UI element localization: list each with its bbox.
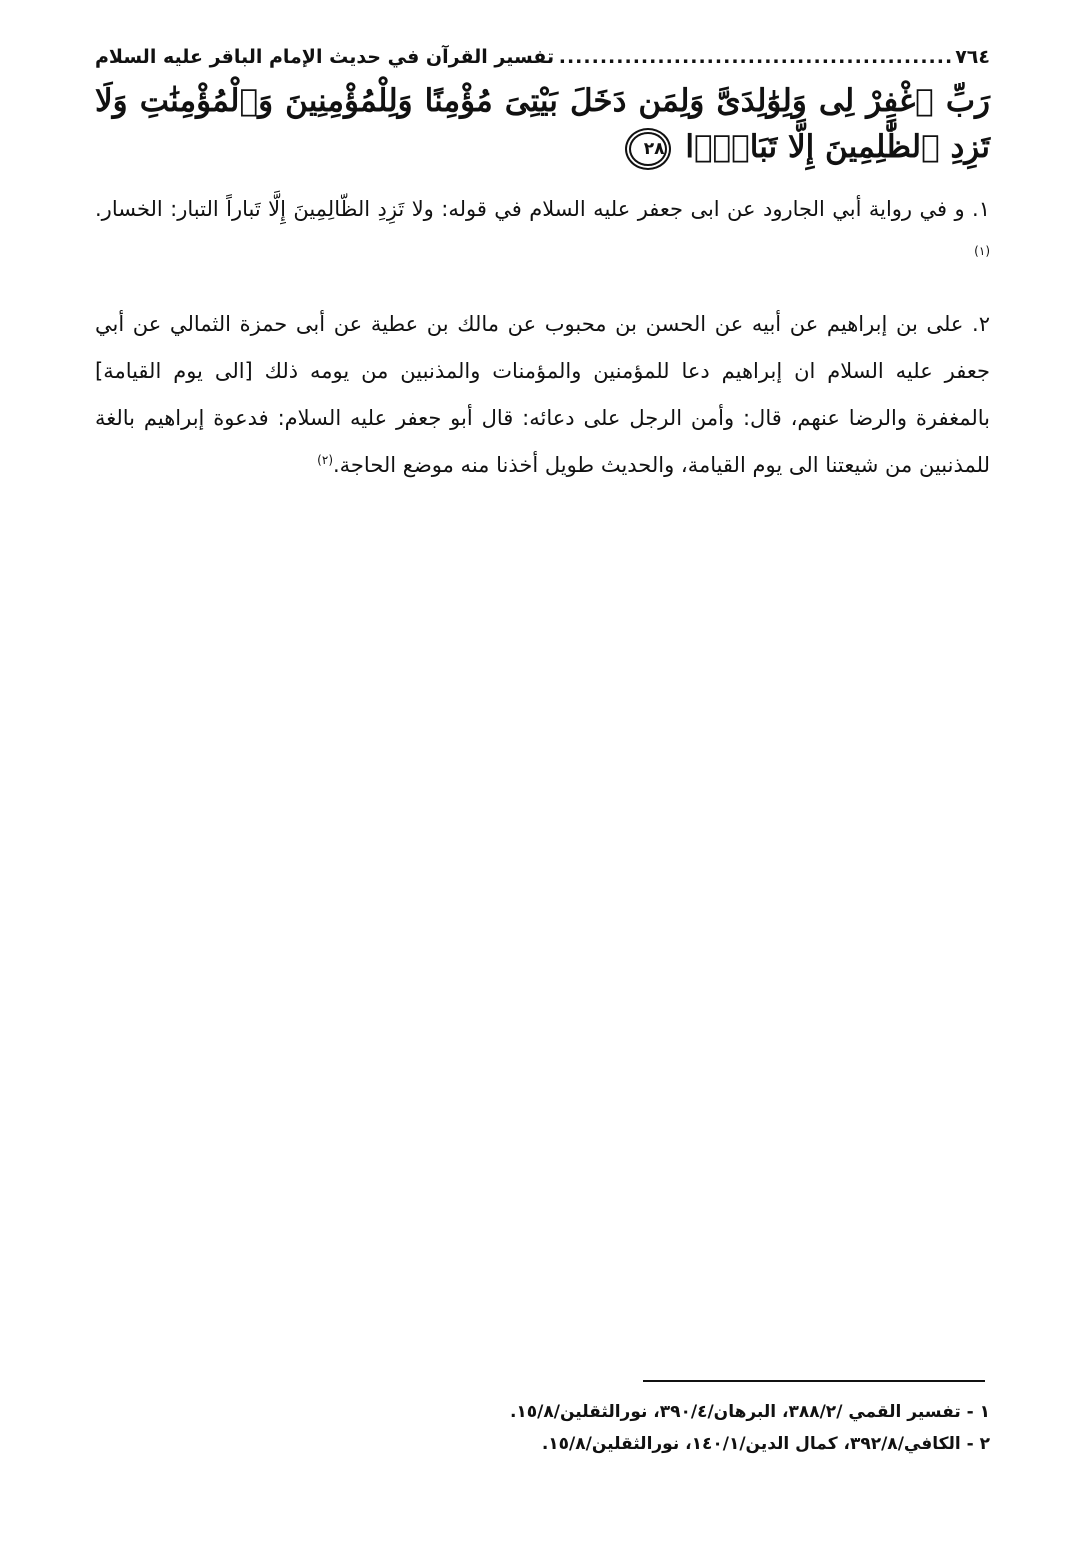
footnote-separator: [643, 1380, 985, 1382]
book-page: [95, 40, 990, 1520]
paragraph-2: [95, 301, 990, 489]
quran-verse: [95, 78, 990, 170]
quran-verse-text: رَبِّ ٱغْفِرْ لِى وَلِوَٰلِدَىَّ وَلِمَن دَخَلَ بَيْتِىَ مُؤْمِنًا وَلِلْمُؤْمِنِينَ وَٱلْمُؤْمِنَٰتِ وَلَا تَزِدِ ٱلظَّٰلِمِينَ إِلَّا تَبَارًۢا: [95, 83, 990, 165]
paragraph-1: [95, 186, 990, 280]
footnote-2: ٢ - الكافي/٣٩٢/٨، كمال الدين/١٤٠/١، نورالثقلين/١٥/٨.: [541, 1434, 990, 1454]
header-dot-leader: [556, 40, 953, 74]
footnote-1: ١ - تفسير القمي /٣٨٨/٢، البرهان/٣٩٠/٤، نورالثقلين/١٥/٨.: [509, 1402, 990, 1422]
header-title: تفسير القرآن في حديث الإمام الباقر عليه السلام: [95, 46, 555, 68]
running-header: [95, 40, 990, 74]
footnote-ref-2: (٢): [317, 453, 333, 467]
page-number: ٧٦٤: [955, 46, 990, 68]
footnotes: [95, 1396, 990, 1460]
ayah-number-marker: ٢٨: [629, 132, 667, 166]
footnote-ref-1: (١): [974, 244, 990, 258]
paragraph-1-text: ١. و في رواية أبي الجارود عن ابى جعفر عليه السلام في قوله: ولا تَزِدِ الظّالِمِينَ إِلَّا تَباراً التبار: الخسار.: [95, 197, 990, 221]
paragraph-2-text: ٢. على بن إبراهيم عن أبيه عن الحسن بن محبوب عن مالك بن عطية عن أبى حمزة الثمالي عن أبي جعفر عليه السلام ان إبراهيم دعا للمؤمنين والمؤمنات والمذنبين من يومه ذلك [الى يوم القيامة] بالمغفرة والرضا عنهم، قال: وأمن الرجل على دعائه: قال أبو جعفر عليه السلام: فدعوة إبراهيم بالغة للمذنبين من شيعتنا الى يوم القيامة، والحديث طويل أخذنا منه موضع الحاجة.: [95, 312, 990, 477]
